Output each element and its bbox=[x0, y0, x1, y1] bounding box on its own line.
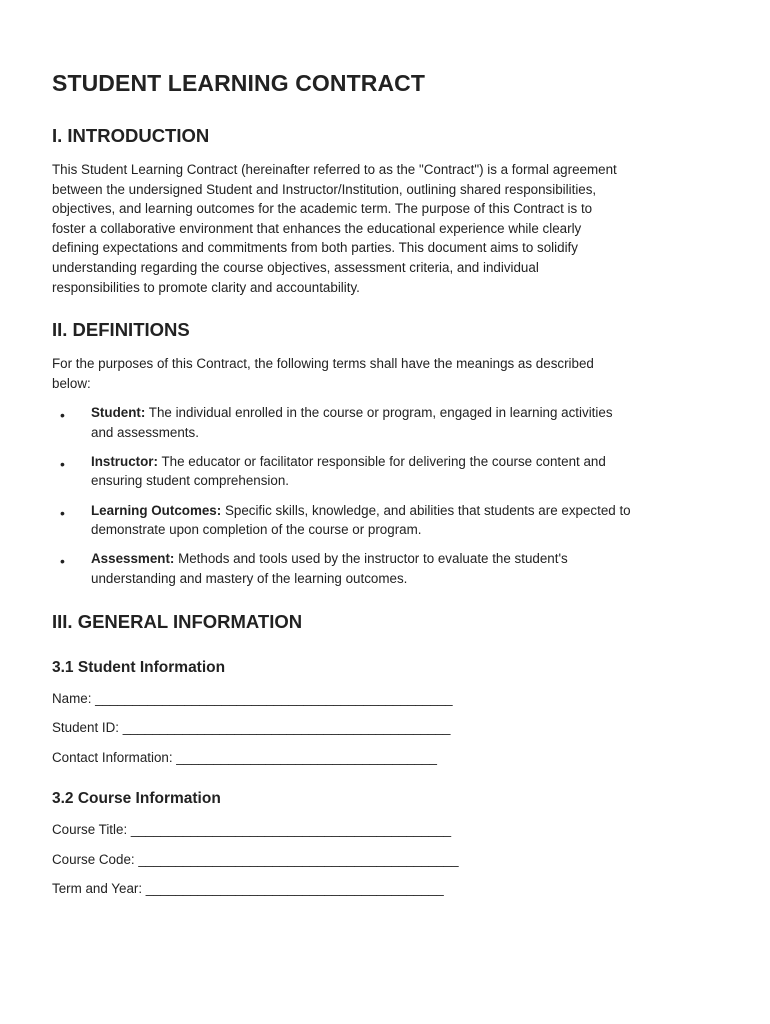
definition-text: understanding and mastery of the learning outcomes. bbox=[91, 570, 408, 586]
student-name-field[interactable]: Name: ________________________________________________ bbox=[52, 691, 453, 706]
definitions-lead-line: For the purposes of this Contract, the following terms shall have the meanings as described bbox=[52, 356, 594, 371]
definition-text: demonstrate upon completion of the course or program. bbox=[91, 522, 422, 538]
term-and-year-field[interactable]: Term and Year: ________________________________________ bbox=[52, 881, 444, 896]
definition-item-assessment bbox=[52, 549, 727, 588]
intro-line: responsibilities to promote clarity and accountability. bbox=[52, 279, 360, 295]
intro-line: foster a collaborative environment that enhances the educational experience while clearly bbox=[52, 220, 582, 236]
intro-line: This Student Learning Contract (hereinafter referred to as the "Contract") is a formal agreement bbox=[52, 162, 617, 177]
definition-term: Assessment: bbox=[91, 551, 175, 567]
course-code-field[interactable]: Course Code: ___________________________________________ bbox=[52, 852, 459, 867]
definition-text: ensuring student comprehension. bbox=[91, 473, 290, 489]
definitions-list bbox=[52, 403, 727, 598]
course-title-field[interactable]: Course Title: ___________________________________________ bbox=[52, 822, 452, 837]
intro-line: between the undersigned Student and Instructor/Institution, outlining shared responsibilities, bbox=[52, 181, 597, 197]
bullet-icon: • bbox=[60, 455, 65, 472]
bullet-icon: • bbox=[60, 407, 65, 423]
definition-text: Specific skills, knowledge, and abilities that students are expected to bbox=[221, 502, 631, 518]
section-general-information-heading: III. GENERAL INFORMATION bbox=[52, 611, 303, 632]
course-information-heading: 3.2 Course Information bbox=[52, 790, 221, 807]
definition-term: Instructor: bbox=[91, 453, 158, 469]
intro-line: understanding regarding the course objectives, assessment criteria, and individual bbox=[52, 259, 539, 275]
introduction-paragraph bbox=[52, 160, 722, 297]
intro-line: objectives, and learning outcomes for the academic term. The purpose of this Contract is to bbox=[52, 201, 593, 217]
definitions-lead-paragraph bbox=[52, 354, 722, 393]
definition-term: Learning Outcomes: bbox=[91, 502, 222, 518]
definition-item-student bbox=[52, 403, 727, 442]
bullet-icon: • bbox=[60, 553, 65, 570]
definition-text: Methods and tools used by the instructor to evaluate the student's bbox=[174, 551, 568, 567]
section-introduction-heading: I. INTRODUCTION bbox=[52, 125, 210, 146]
document-title: STUDENT LEARNING CONTRACT bbox=[52, 70, 426, 96]
definition-item-learning-outcomes bbox=[52, 501, 727, 540]
intro-line: defining expectations and commitments from both parties. This document aims to solidify bbox=[52, 240, 578, 256]
definition-term: Student: bbox=[91, 405, 146, 420]
bullet-icon: • bbox=[60, 504, 65, 521]
section-definitions-heading: II. DEFINITIONS bbox=[52, 319, 190, 340]
student-id-field[interactable]: Student ID: ____________________________________________ bbox=[52, 720, 451, 735]
contact-information-field[interactable]: Contact Information: ___________________________________ bbox=[52, 750, 437, 765]
definition-text: The individual enrolled in the course or program, engaged in learning activities bbox=[145, 405, 613, 420]
definitions-lead-line: below: bbox=[52, 375, 91, 391]
definition-text: The educator or facilitator responsible for delivering the course content and bbox=[157, 453, 606, 469]
student-information-heading: 3.1 Student Information bbox=[52, 659, 226, 676]
definition-item-instructor bbox=[52, 452, 727, 491]
definition-text: and assessments. bbox=[91, 424, 199, 440]
